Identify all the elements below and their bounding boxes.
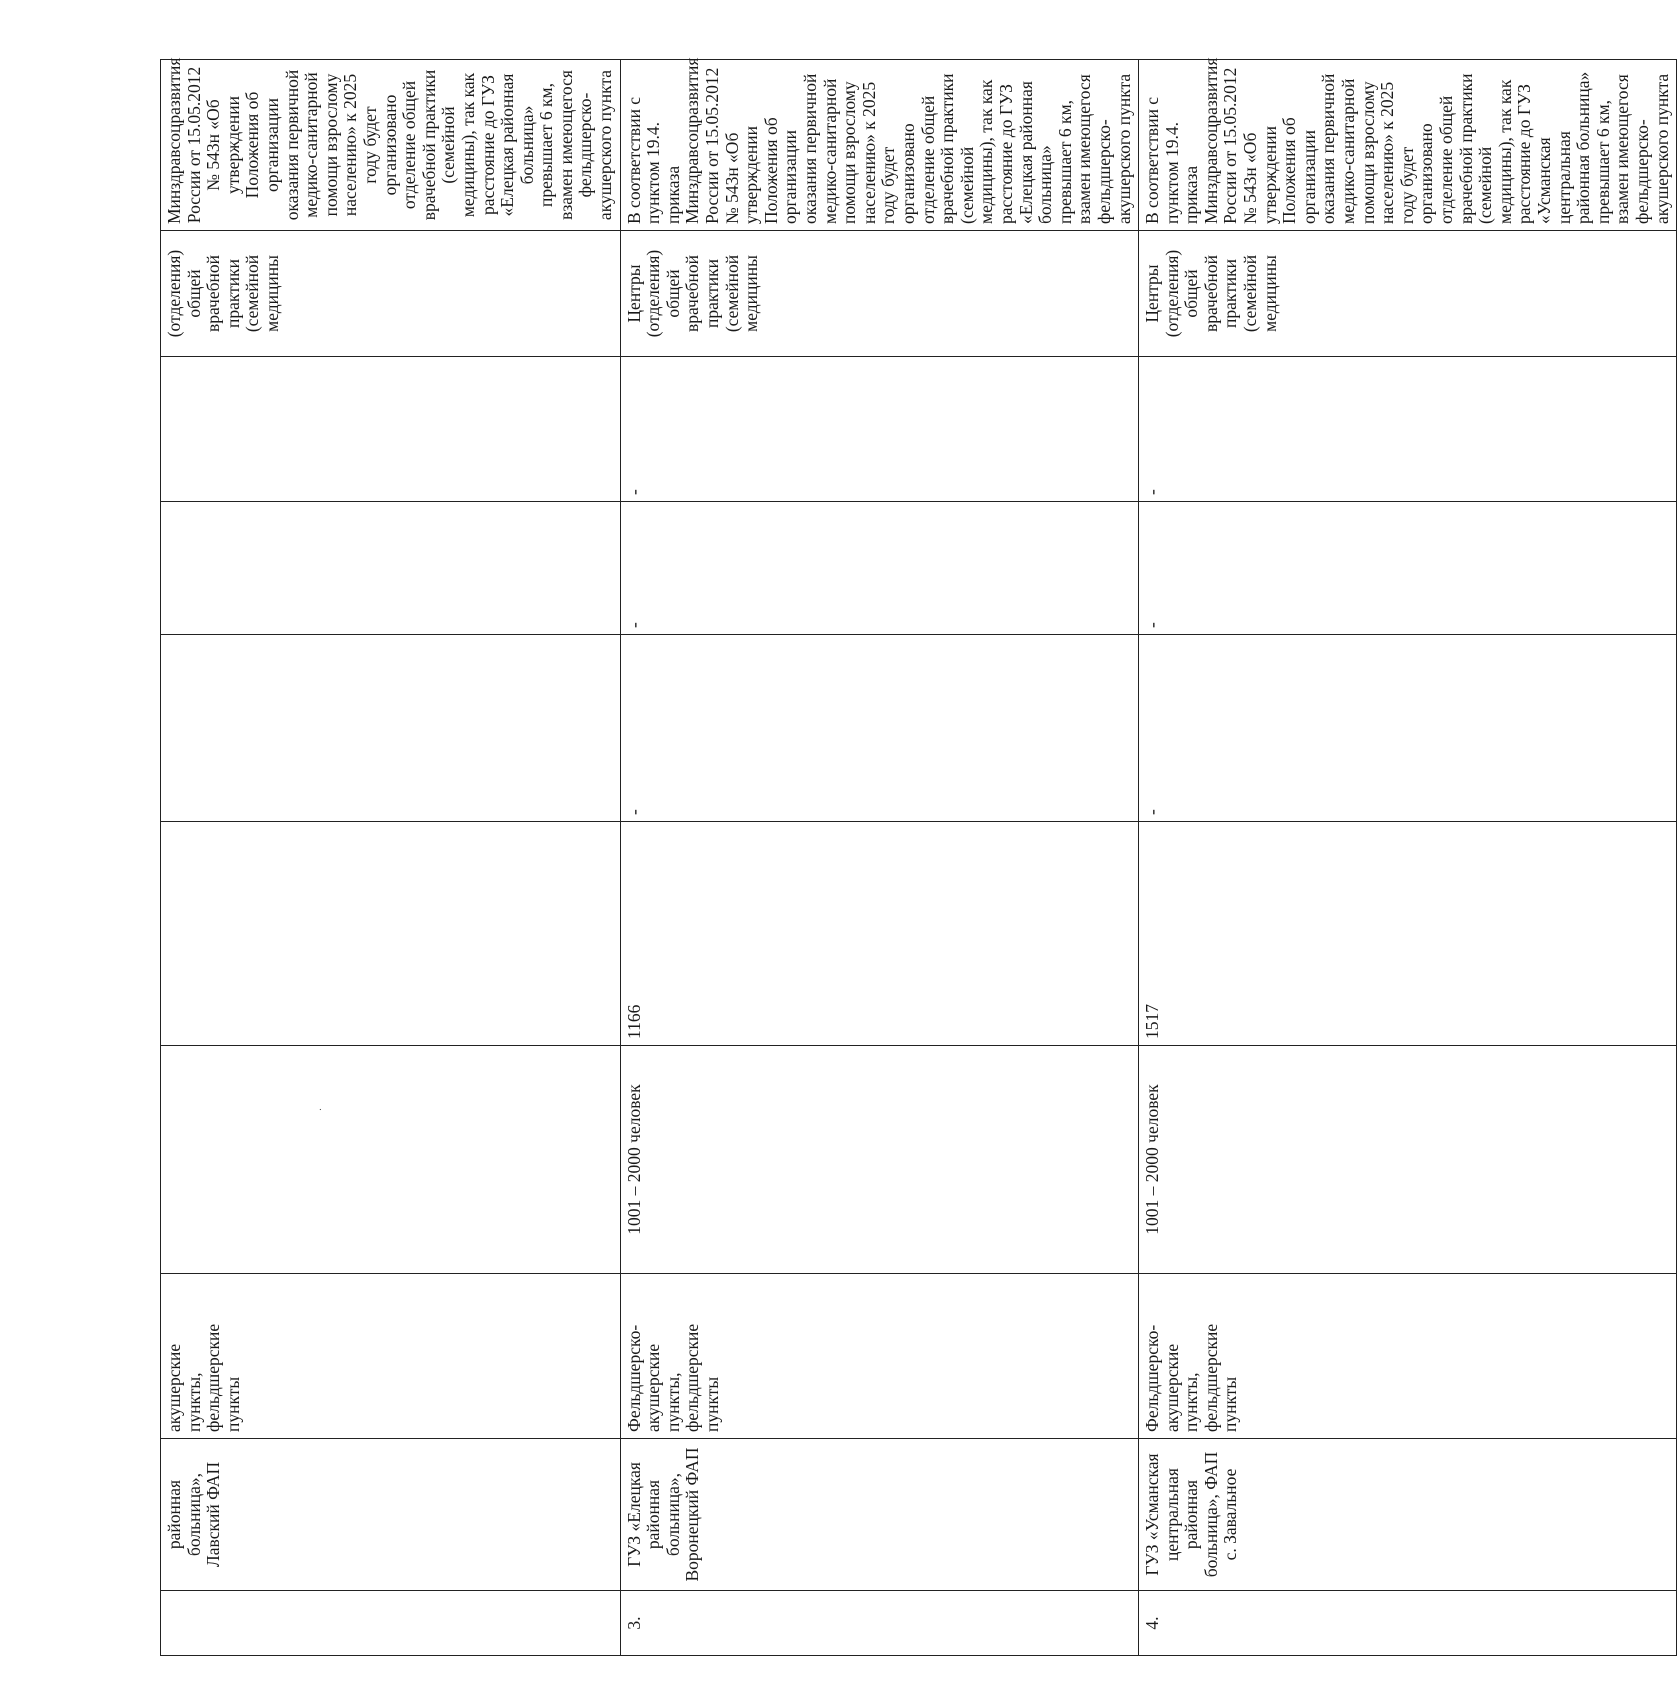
facility-type-cell: акушерские пункты, фельдшерские пункты [161,1274,621,1439]
planned-facility-cell: (отделения) общей врачебной практики (семейной медицины [161,231,621,357]
table-row [161,60,621,1656]
justification-cell: В соответствии с пунктом 19.4. приказа Минздравсоцразвития России от 15.05.2012 № 543н «Об утверждении Положения об организации оказания первичной медико-санитарной помощи взрослому населению» к 2025 году будет организовано отделение общей врачебной практики (семейной медицины), так как расстояние до ГУЗ «Елецкая районная больница» превышает 6 км, взамен имеющегося фельдшерско-акушерского пункта [620,60,1138,231]
population-range-cell: 1001 – 2000 человек [1139,1046,1677,1274]
organization-cell: ГУЗ «Усманская центральная районная больница», ФАП с. Завальное [1139,1439,1677,1591]
population-range-cell: 1001 – 2000 человек [620,1046,1138,1274]
planned-facility-cell: Центры (отделения) общей врачебной практики (семейной медицины [620,231,1138,357]
justification-cell: В соответствии с пунктом 19.4. приказа Минздравсоцразвития России от 15.05.2012 № 543н «Об утверждении Положения об организации оказания первичной медико-санитарной помощи взрослому населению» к 2025 году будет организовано отделение общей врачебной практики (семейной медицины), так как расстояние до ГУЗ «Усманская центральная районная больница» превышает 6 км, взамен имеющегося фельдшерско-акушерского пункта [1139,60,1677,231]
table-row [620,60,1138,1656]
value-cell-c: - [620,357,1138,502]
facilities-table [160,59,1677,1656]
population-range-cell: . [161,1046,621,1274]
organization-cell: ГУЗ «Елецкая районная больница», Воронецкий ФАП [620,1439,1138,1591]
value-cell-a: - [1139,635,1677,822]
population-cell [161,822,621,1046]
rotated-page [160,57,1672,1656]
value-cell-a: - [620,635,1138,822]
population-cell: 1166 [620,822,1138,1046]
planned-facility-cell: Центры (отделения) общей врачебной практики (семейной медицины [1139,231,1677,357]
facility-type-cell: Фельдшерско-акушерские пункты, фельдшерские пункты [1139,1274,1677,1439]
population-cell: 1517 [1139,822,1677,1046]
value-cell-b: - [620,502,1138,635]
organization-cell: районная больница», Лавский ФАП [161,1439,621,1591]
row-number: 3. [620,1591,1138,1656]
table-row [1139,60,1677,1656]
justification-cell: Минздравсоцразвития России от 15.05.2012 № 543н «Об утверждении Положения об организации оказания первичной медико-санитарной помощи взрослому населению» к 2025 году будет организовано отделение общей врачебной практики (семейной медицины), так как расстояние до ГУЗ «Елецкая районная больница» превышает 6 км, взамен имеющегося фельдшерско-акушерского пункта [161,60,621,231]
row-number [161,1591,621,1656]
value-cell-c [161,357,621,502]
facility-type-cell: Фельдшерско-акушерские пункты, фельдшерские пункты [620,1274,1138,1439]
value-cell-a [161,635,621,822]
row-number: 4. [1139,1591,1677,1656]
value-cell-b [161,502,621,635]
value-cell-b: - [1139,502,1677,635]
value-cell-c: - [1139,357,1677,502]
